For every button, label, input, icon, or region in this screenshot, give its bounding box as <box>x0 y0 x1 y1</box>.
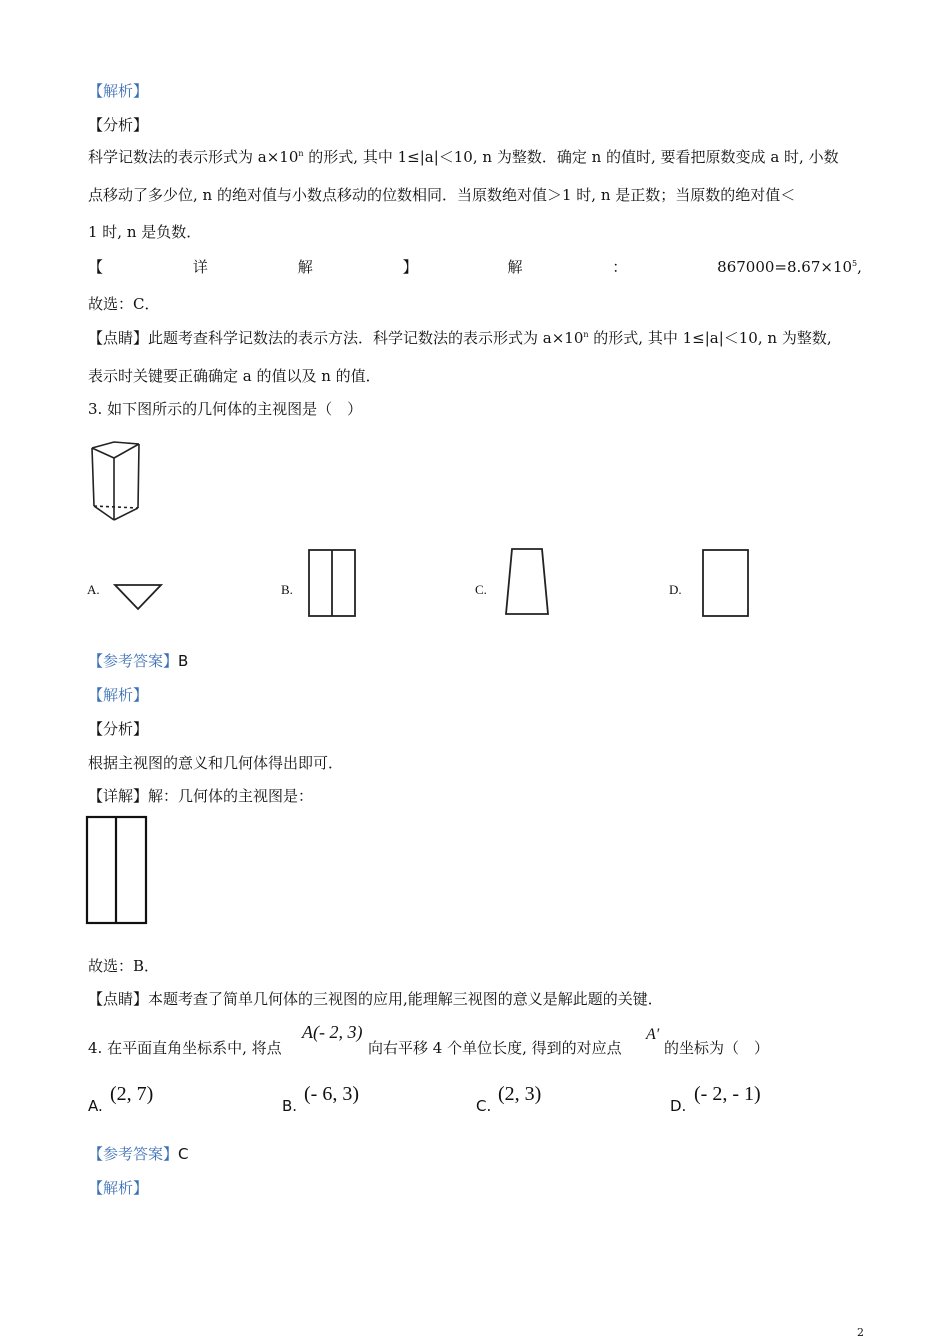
q3-answer-choice: 故选：B． <box>88 957 160 975</box>
q3-analysis: 根据主视图的意义和几何体得出即可． <box>88 754 344 772</box>
q3-option-b-rectangles[interactable] <box>306 547 358 619</box>
analysis-line-3: 1 时, n 是负数． <box>88 223 202 241</box>
analysis-line-1: 科学记数法的表示形式为 $a\times 10^n$ 的形式, 其中 1≤|a|＜10, n 为整数．确定 n 的值时, 要看把原数变成 a 时, 小数 <box>88 148 839 166</box>
q4-point-a-prime: A′ <box>646 1026 660 1043</box>
q4-option-b-label[interactable]: B. <box>282 1097 298 1115</box>
q4-option-a-value[interactable]: (2, 7) <box>110 1083 154 1105</box>
q3-stem: 3. 如下图所示的几何体的主视图是（ ） <box>88 400 363 418</box>
dianjing-line-2: 表示时关键要正确确定 a 的值以及 n 的值． <box>88 367 381 385</box>
q4-stem-end: 的坐标为（ ） <box>664 1039 770 1057</box>
q3-option-b-label[interactable]: B. <box>281 582 293 597</box>
q4-point-a: A(- 2, 3) <box>302 1022 363 1042</box>
q3-option-d-rectangle[interactable] <box>700 547 752 619</box>
q3-jiexi-heading: 【解析】 <box>88 686 149 704</box>
fenxi-heading: 【分析】 <box>88 116 149 134</box>
q4-option-d-label[interactable]: D. <box>670 1097 687 1115</box>
q3-option-a-label[interactable]: A. <box>87 582 100 597</box>
analysis-line-2: 点移动了多少位, n 的绝对值与小数点移动的位数相同．当原数绝对值＞1 时, n 是正数；当原数的绝对值＜ <box>88 186 796 204</box>
q4-jiexi-heading: 【解析】 <box>88 1179 149 1197</box>
q3-option-a-triangle[interactable] <box>112 582 164 614</box>
answer-choice-line: 故选：C． <box>88 295 160 313</box>
q4-stem-middle: 向右平移 4 个单位长度, 得到的对应点 <box>368 1039 622 1057</box>
q3-option-d-label[interactable]: D. <box>669 582 682 597</box>
q3-front-view-figure <box>85 815 149 926</box>
q4-answer: 【参考答案】C <box>88 1145 189 1163</box>
q3-option-c-trapezoid[interactable] <box>503 546 551 618</box>
q4-option-b-value[interactable]: (- 6, 3) <box>304 1083 359 1105</box>
q4-stem-start: 4. 在平面直角坐标系中, 将点 <box>88 1039 282 1057</box>
page-number: 2 <box>857 1326 864 1339</box>
dianjing-line-1: 【点睛】此题考查科学记数法的表示方法．科学记数法的表示形式为 $a\times 10^n$ 的形式, 其中 1≤|a|＜10, n 为整数, <box>88 329 832 347</box>
q4-option-c-label[interactable]: C. <box>476 1097 492 1115</box>
superscript-n: n <box>298 149 304 158</box>
q3-detail: 【详解】解：几何体的主视图是： <box>88 787 314 805</box>
q4-option-a-label[interactable]: A. <box>88 1097 103 1115</box>
q4-option-d-value[interactable]: (- 2, - 1) <box>694 1083 761 1105</box>
q3-dianjing: 【点睛】本题考查了简单几何体的三视图的应用,能理解三视图的意义是解此题的关键． <box>88 990 663 1008</box>
q3-option-c-label[interactable]: C. <box>475 582 487 597</box>
q3-answer: 【参考答案】B <box>88 652 189 670</box>
q4-option-c-value[interactable]: (2, 3) <box>498 1083 542 1105</box>
q3-fenxi-heading: 【分析】 <box>88 720 149 738</box>
triangular-prism-figure <box>84 438 148 526</box>
jiexi-heading: 【解析】 <box>88 82 149 100</box>
detail-line: 【 详 解 】 解 ： $867000=8.67\times 10^5$, <box>88 258 862 276</box>
